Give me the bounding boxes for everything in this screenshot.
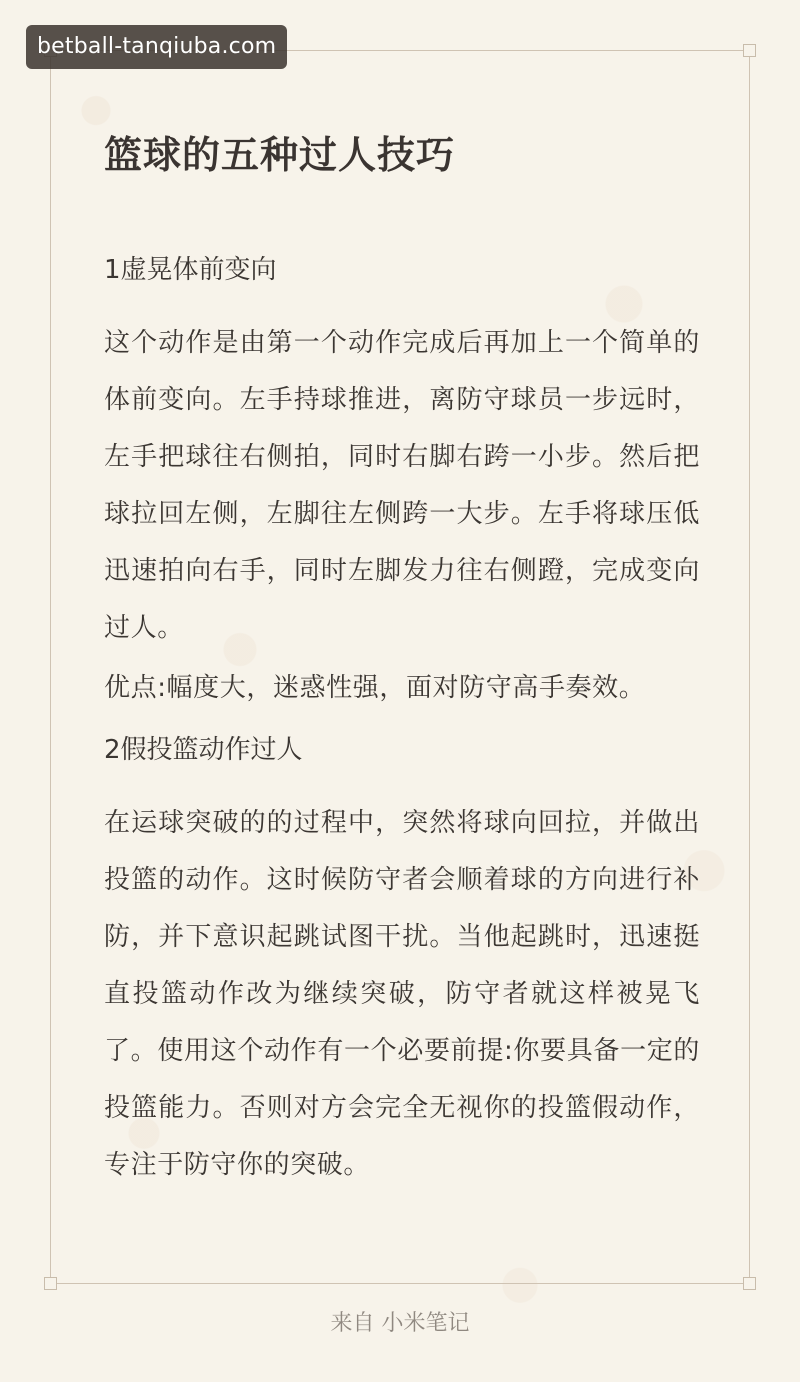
frame-corner-bottom-left — [44, 1277, 57, 1290]
section-1-body: 这个动作是由第一个动作完成后再加上一个简单的体前变向。左手持球推进，离防守球员一步远时，左手把球往右侧拍，同时右脚右跨一小步。然后把球拉回左侧，左脚往左侧跨一大步。左手将球压低迅速拍向右手，同时左脚发力往右侧蹬，完成变向过人。 — [104, 328, 700, 643]
watermark-badge: betball-tanqiuba.com — [26, 25, 287, 69]
section-2-body: 在运球突破的的过程中，突然将球向回拉，并做出投篮的动作。这时候防守者会顺着球的方向进行补防，并下意识起跳试图干扰。当他起跳时，迅速挺直投篮动作改为继续突破，防守者就这样被晃飞了。使用这个动作有一个必要前提:你要具备一定的投篮能力。否则对方会完全无视你的投篮假动作，专注于防守你的突破。 — [104, 808, 700, 1180]
note-content — [104, 128, 700, 1194]
note-title: 篮球的五种过人技巧 — [104, 133, 456, 177]
frame-corner-bottom-right — [743, 1277, 756, 1290]
source-footer: 来自 小米笔记 — [330, 1311, 470, 1336]
frame-corner-top-right — [743, 44, 756, 57]
section-1-pros: 优点:幅度大，迷惑性强，面对防守高手奏效。 — [104, 673, 646, 703]
section-2-heading: 2假投篮动作过人 — [104, 735, 303, 765]
section-1-heading: 1虚晃体前变向 — [104, 255, 277, 285]
